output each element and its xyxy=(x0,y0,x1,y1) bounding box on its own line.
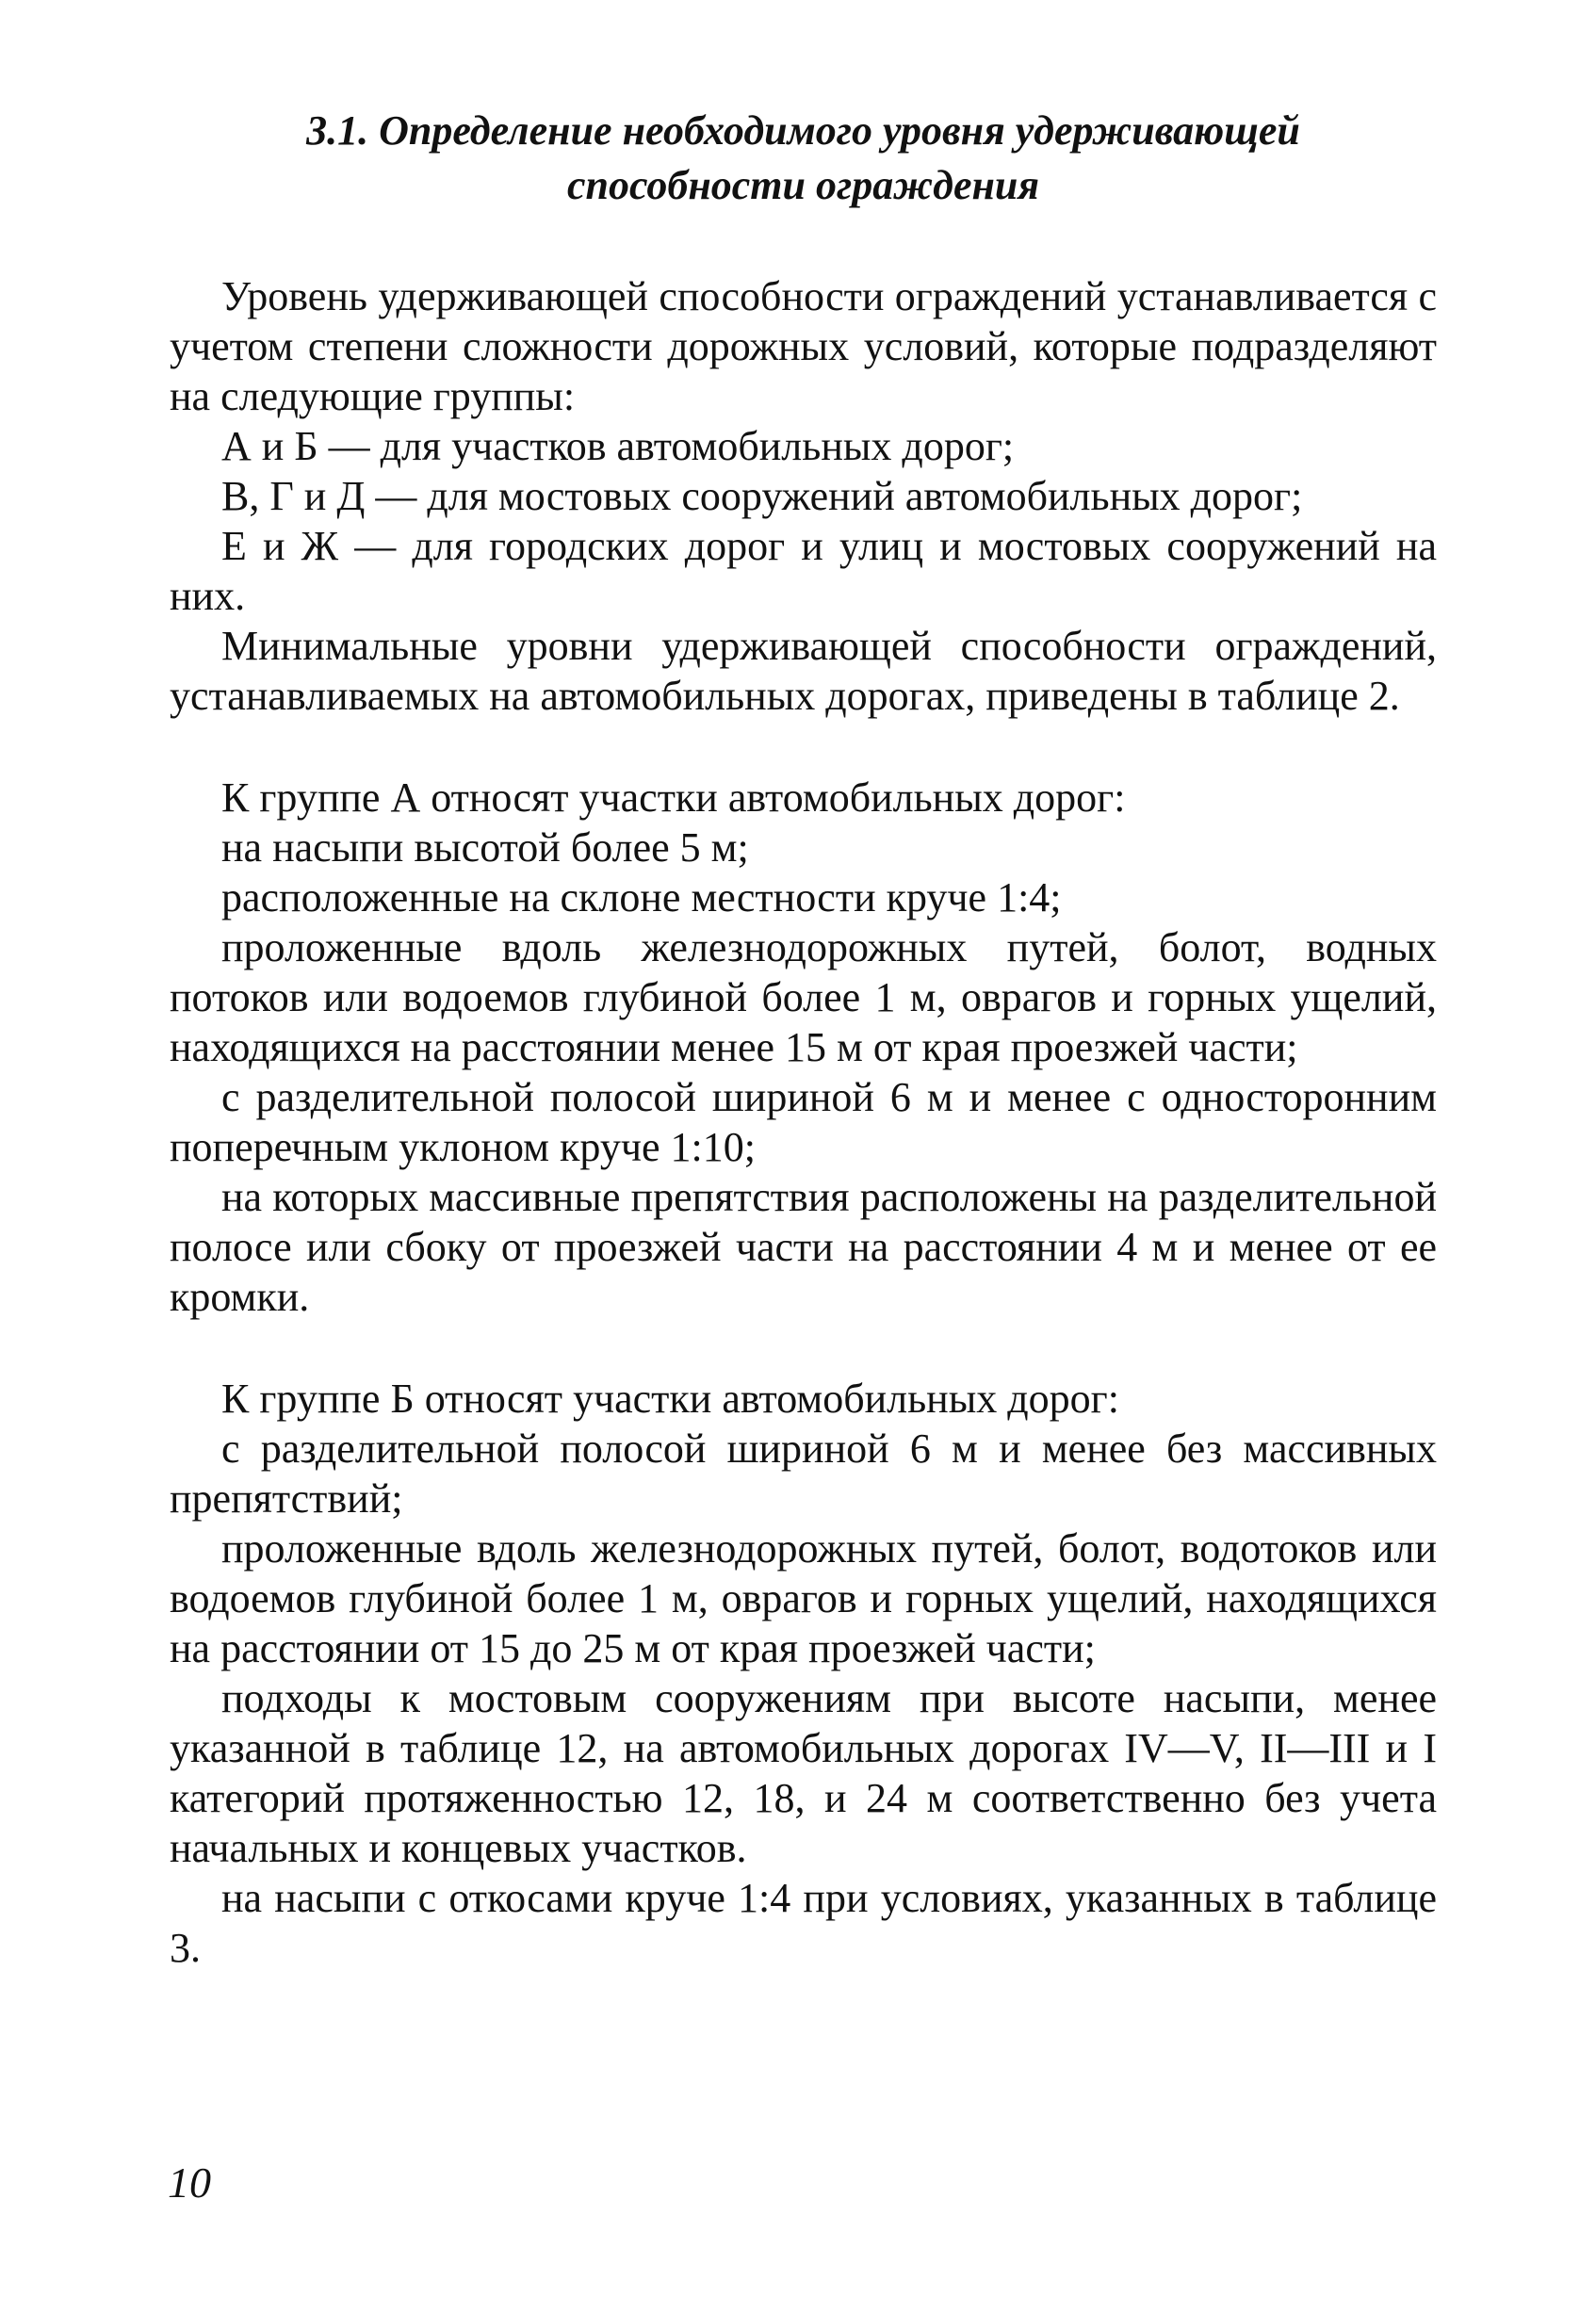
group-a-section xyxy=(170,773,1437,1322)
paragraph: Уровень удерживающей способности ограждений устанавливается с учетом степени сложности дорожных условий, которые подразделяют на следующие группы: xyxy=(170,273,1437,419)
section-gap xyxy=(170,1322,1437,1374)
paragraph: проложенные вдоль железнодорожных путей, болот, водных потоков или водоемов глубиной более 1 м, оврагов и горных ущелий, находящихся на расстоянии менее 15 м от края проезжей части; xyxy=(170,924,1437,1070)
paragraph: подходы к мостовым сооружениям при высоте насыпи, менее указанной в таблице 12, на автомобильных дорогах IV—V, II—III и I категорий протяженностью 12, 18, и 24 м соответственно без учета начальных и концевых участков. xyxy=(170,1675,1437,1871)
paragraph: на которых массивные препятствия расположены на разделительной полосе или сбоку от проезжей части на расстоянии 4 м и менее от ее кромки. xyxy=(170,1174,1437,1320)
intro-section xyxy=(170,271,1437,721)
paragraph: К группе Б относят участки автомобильных дорог: xyxy=(221,1376,1119,1422)
paragraph: Е и Ж — для городских дорог и улиц и мостовых сооружений на них. xyxy=(170,523,1437,619)
document-page xyxy=(170,104,1437,1973)
paragraph: расположенные на склоне местности круче 1:4; xyxy=(221,874,1062,920)
paragraph: с разделительной полосой шириной 6 м и менее без массивных препятствий; xyxy=(170,1425,1437,1522)
section-heading-line-2: способности ограждения xyxy=(566,162,1040,208)
paragraph: В, Г и Д — для мостовых сооружений автомобильных дорог; xyxy=(221,473,1303,519)
paragraph: А и Б — для участков автомобильных дорог; xyxy=(221,423,1015,469)
page-number: 10 xyxy=(168,2158,211,2207)
paragraph: Минимальные уровни удерживающей способности ограждений, устанавливаемых на автомобильных дорогах, приведены в таблице 2. xyxy=(170,623,1437,719)
section-heading-line-1: 3.1. Определение необходимого уровня удерживающей xyxy=(306,107,1300,154)
paragraph: на насыпи с откосами круче 1:4 при условиях, указанных в таблице 3. xyxy=(170,1875,1437,1971)
paragraph: проложенные вдоль железнодорожных путей, болот, водотоков или водоемов глубиной более 1 м, оврагов и горных ущелий, находящихся на расстоянии от 15 до 25 м от края проезжей части; xyxy=(170,1525,1437,1671)
section-gap xyxy=(170,721,1437,773)
paragraph: с разделительной полосой шириной 6 м и менее с односторонним поперечным уклоном круче 1:10; xyxy=(170,1074,1437,1170)
paragraph: К группе А относят участки автомобильных дорог: xyxy=(221,774,1126,821)
section-heading xyxy=(170,104,1437,213)
group-b-section xyxy=(170,1374,1437,1973)
paragraph: на насыпи высотой более 5 м; xyxy=(221,824,749,871)
